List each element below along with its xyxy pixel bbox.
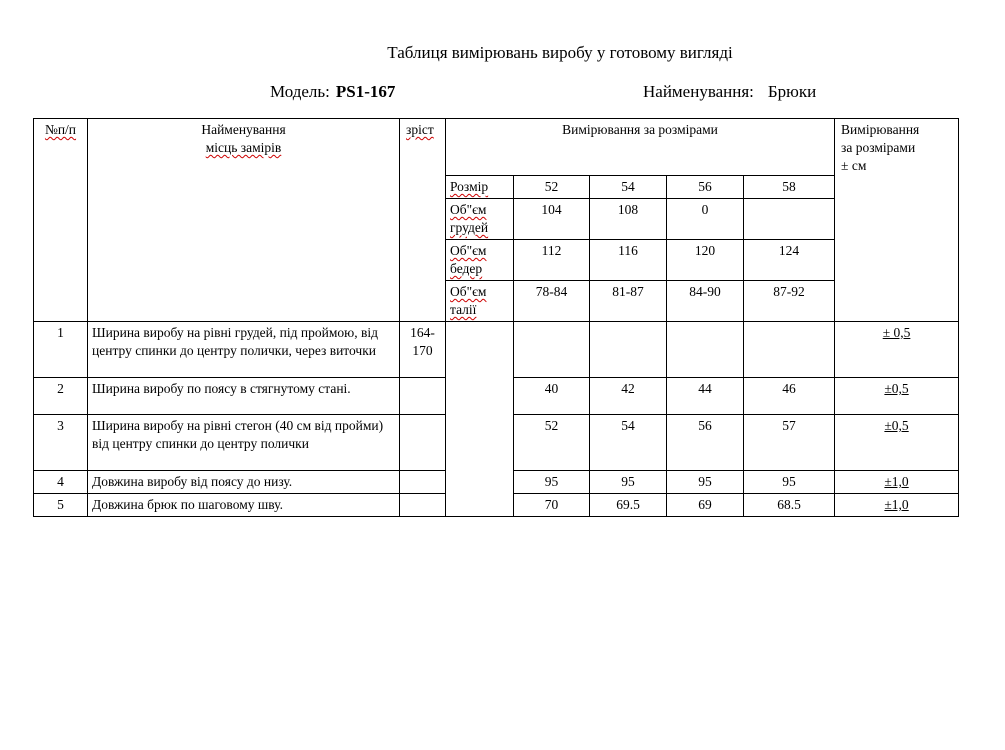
row-value: 40 bbox=[514, 378, 590, 415]
row-value: 69.5 bbox=[590, 494, 667, 517]
param-value: 58 bbox=[744, 176, 835, 199]
header-num: №п/п bbox=[34, 119, 88, 322]
row-num: 4 bbox=[34, 471, 88, 494]
param-label: Об"єм талії bbox=[446, 281, 514, 322]
product-name-value: Брюки bbox=[767, 82, 817, 101]
param-value: 120 bbox=[667, 240, 744, 281]
row-height bbox=[400, 378, 446, 415]
row-name: Ширина виробу по поясу в стягнутому стані. bbox=[88, 378, 400, 415]
model-line bbox=[270, 82, 395, 102]
param-value: 108 bbox=[590, 199, 667, 240]
row-tolerance: ± 0,5 bbox=[835, 322, 959, 378]
row-value: 68.5 bbox=[744, 494, 835, 517]
row-height bbox=[400, 494, 446, 517]
param-value: 112 bbox=[514, 240, 590, 281]
row-value: 95 bbox=[514, 471, 590, 494]
model-value: PS1-167 bbox=[335, 82, 396, 101]
param-value: 87-92 bbox=[744, 281, 835, 322]
row-name: Довжина брюк по шаговому шву. bbox=[88, 494, 400, 517]
page-title: Таблиця вимірювань виробу у готовому вигляді bbox=[387, 43, 733, 62]
model-label: Модель: bbox=[270, 82, 330, 101]
row-value bbox=[590, 322, 667, 378]
param-value: 84-90 bbox=[667, 281, 744, 322]
row-value: 57 bbox=[744, 415, 835, 471]
row-tolerance: ±0,5 bbox=[835, 415, 959, 471]
row-value: 69 bbox=[667, 494, 744, 517]
row-value bbox=[667, 322, 744, 378]
row-num: 1 bbox=[34, 322, 88, 378]
table-row bbox=[34, 322, 959, 378]
row-name: Ширина виробу на рівні стегон (40 см від пройми) від центру спинки до центру полички bbox=[88, 415, 400, 471]
blank-cell bbox=[446, 322, 514, 517]
row-value: 95 bbox=[590, 471, 667, 494]
param-value: 56 bbox=[667, 176, 744, 199]
row-tolerance: ±1,0 bbox=[835, 471, 959, 494]
row-value: 54 bbox=[590, 415, 667, 471]
row-value bbox=[744, 322, 835, 378]
param-value: 78-84 bbox=[514, 281, 590, 322]
header-sizes: Вимірювання за розмірами bbox=[446, 119, 835, 176]
measurement-table bbox=[33, 118, 959, 517]
row-value: 46 bbox=[744, 378, 835, 415]
row-value: 70 bbox=[514, 494, 590, 517]
product-name-line bbox=[643, 82, 816, 102]
param-label: Об"єм грудей bbox=[446, 199, 514, 240]
row-height bbox=[400, 415, 446, 471]
row-height: 164-170 bbox=[400, 322, 446, 378]
param-value: 116 bbox=[590, 240, 667, 281]
param-value: 54 bbox=[590, 176, 667, 199]
row-value: 95 bbox=[744, 471, 835, 494]
row-num: 2 bbox=[34, 378, 88, 415]
param-value: 0 bbox=[667, 199, 744, 240]
row-value: 95 bbox=[667, 471, 744, 494]
header-places: Найменування місць замірів bbox=[88, 119, 400, 322]
param-value: 81-87 bbox=[590, 281, 667, 322]
param-label: Розмір bbox=[446, 176, 514, 199]
param-value: 104 bbox=[514, 199, 590, 240]
row-value: 42 bbox=[590, 378, 667, 415]
header-height: зріст bbox=[400, 119, 446, 322]
row-name: Довжина виробу від поясу до низу. bbox=[88, 471, 400, 494]
row-num: 3 bbox=[34, 415, 88, 471]
param-value: 124 bbox=[744, 240, 835, 281]
param-value: 52 bbox=[514, 176, 590, 199]
row-height bbox=[400, 471, 446, 494]
row-value: 44 bbox=[667, 378, 744, 415]
product-name-label: Найменування: bbox=[643, 82, 754, 101]
param-label: Об"єм бедер bbox=[446, 240, 514, 281]
row-tolerance: ±1,0 bbox=[835, 494, 959, 517]
row-num: 5 bbox=[34, 494, 88, 517]
row-name: Ширина виробу на рівні грудей, під проймою, від центру спинки до центру полички, через виточки bbox=[88, 322, 400, 378]
row-value bbox=[514, 322, 590, 378]
row-tolerance: ±0,5 bbox=[835, 378, 959, 415]
param-value bbox=[744, 199, 835, 240]
header-tolerance: Вимірювання за розмірами ± см bbox=[835, 119, 959, 322]
row-value: 52 bbox=[514, 415, 590, 471]
row-value: 56 bbox=[667, 415, 744, 471]
